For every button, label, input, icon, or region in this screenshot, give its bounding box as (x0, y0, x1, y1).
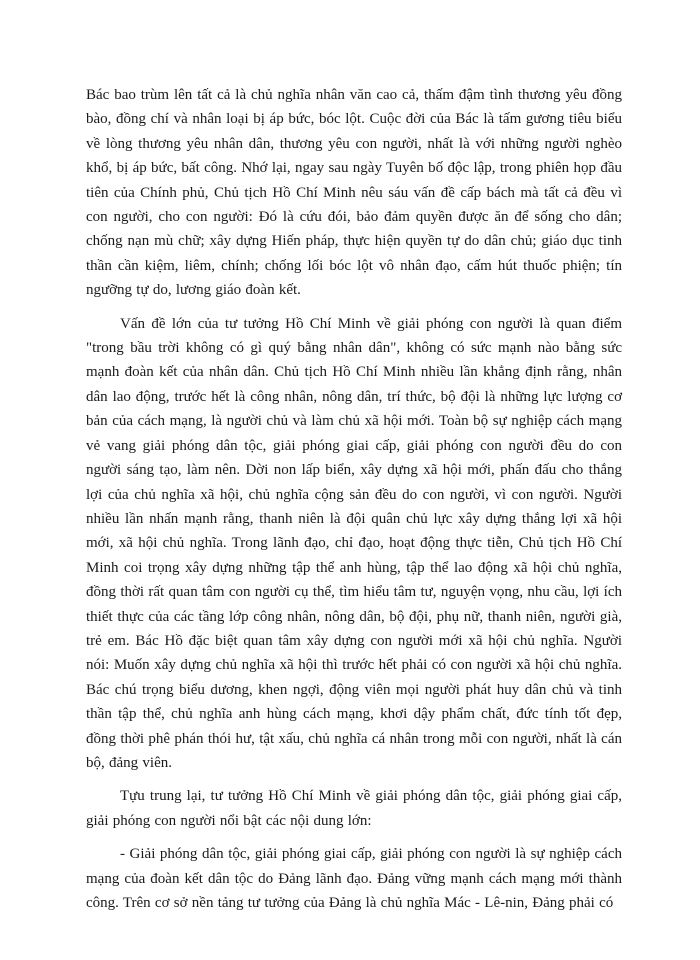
paragraph-humanism: Bác bao trùm lên tất cả là chủ nghĩa nhân văn cao cả, thấm đậm tình thương yêu đồng bào, đồng chí và nhân loại bị áp bức, bóc lột. Cuộc đời của Bác là tấm gương tiêu biểu về lòng thương yêu nhân dân, thương yêu con người, nhất là với những người nghèo khổ, bị áp bức, bất công. Nhớ lại, ngay sau ngày Tuyên bố độc lập, trong phiên họp đầu tiên của Chính phủ, Chủ tịch Hồ Chí Minh nêu sáu vấn đề cấp bách mà tất cả đều vì con người, cho con người: Đó là cứu đói, bảo đảm quyền được ăn để sống cho dân; chống nạn mù chữ; xây dựng Hiến pháp, thực hiện quyền tự do dân chủ; giáo dục tinh thần cần kiệm, liêm, chính; chống lối bóc lột vô nhân đạo, cấm hút thuốc phiện; tín ngưỡng tự do, lương giáo đoàn kết. (86, 87, 622, 299)
paragraph-list-item-1: - Giải phóng dân tộc, giải phóng giai cấp, giải phóng con người là sự nghiệp cách mạng của đoàn kết dân tộc do Đảng lãnh đạo. Đảng vững mạnh cách mạng mới thành công. Trên cơ sở nền tảng tư tưởng của Đảng là chủ nghĩa Mác - Lê-nin, Đảng phải có (86, 846, 622, 911)
paragraph-summary-intro: Tựu trung lại, tư tưởng Hồ Chí Minh về giải phóng dân tộc, giải phóng giai cấp, giải phóng con người nổi bật các nội dung lớn: (86, 788, 622, 829)
paragraph-liberation-of-people: Vấn đề lớn của tư tưởng Hồ Chí Minh về giải phóng con người là quan điểm "trong bầu trời không có gì quý bằng nhân dân", không có sức mạnh nào bằng sức mạnh đoàn kết của nhân dân. Chủ tịch Hồ Chí Minh nhiều lần khẳng định rằng, nhân dân lao động, trước hết là công nhân, nông dân, trí thức, bộ đội là những lực lượng cơ bản của cách mạng, là người chủ và làm chủ xã hội mới. Toàn bộ sự nghiệp cách mạng vẻ vang giải phóng dân tộc, giải phóng giai cấp, giải phóng con người đều do con người sáng tạo, làm nên. Dời non lấp biển, xây dựng xã hội mới, phấn đấu cho thắng lợi của chủ nghĩa xã hội, chủ nghĩa cộng sản đều do con người, vì con người. Người nhiều lần nhấn mạnh rằng, thanh niên là đội quân chủ lực xây dựng thắng lợi xã hội mới, xã hội chủ nghĩa. Trong lãnh đạo, chỉ đạo, hoạt động thực tiễn, Chủ tịch Hồ Chí Minh coi trọng xây dựng những tập thể anh hùng, tập thể lao động xã hội chủ nghĩa, đồng thời rất quan tâm con người cụ thể, tìm hiểu tâm tư, nguyện vọng, nhu cầu, lợi ích thiết thực của các tầng lớp công nhân, nông dân, bộ đội, phụ nữ, thanh niên, người già, trẻ em. Bác Hồ đặc biệt quan tâm xây dựng con người mới xã hội chủ nghĩa. Người nói: Muốn xây dựng chủ nghĩa xã hội thì trước hết phải có con người xã hội chủ nghĩa. Bác chú trọng biểu dương, khen ngợi, động viên mọi người phát huy dân chủ và tinh thần tập thể, chủ nghĩa anh hùng cách mạng, khơi dậy phẩm chất, đức tính tốt đẹp, đồng thời phê phán thói hư, tật xấu, chủ nghĩa cá nhân trong mỗi con người, nhất là cán bộ, đảng viên. (86, 315, 622, 771)
